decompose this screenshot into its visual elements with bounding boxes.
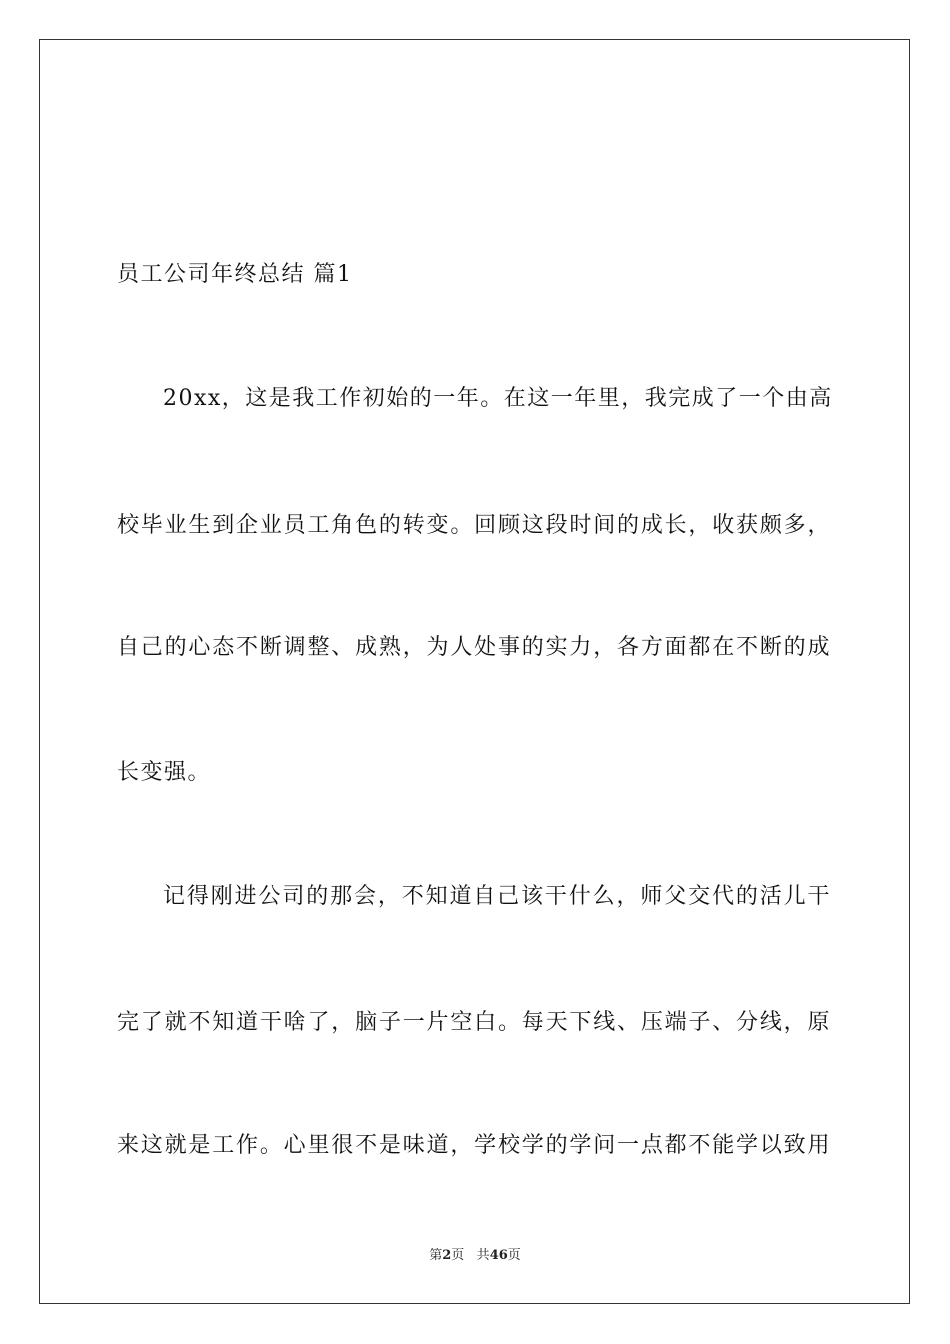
total-page-count: 46 bbox=[489, 1248, 508, 1263]
paragraph-2-line-1: 记得刚进公司的那会，不知道自己该干什么，师父交代的活儿干 bbox=[163, 884, 831, 909]
page-suffix: 页 bbox=[451, 1248, 465, 1263]
total-suffix: 页 bbox=[507, 1248, 521, 1263]
total-prefix: 共 bbox=[476, 1248, 490, 1263]
page-footer bbox=[0, 1247, 950, 1265]
paragraph-2-line-2: 完了就不知道干啥了，脑子一片空白。每天下线、压端子、分线，原 bbox=[117, 1010, 831, 1035]
paragraph-1-line-4: 长变强。 bbox=[117, 760, 212, 785]
paragraph-1-line-2: 校毕业生到企业员工角色的转变。回顾这段时间的成长，收获颇多， bbox=[117, 513, 831, 538]
paragraph-1-line-1: 20xx，这是我工作初始的一年。在这一年里，我完成了一个由高 bbox=[163, 386, 833, 411]
paragraph-1-line-3: 自己的心态不断调整、成熟，为人处事的实力，各方面都在不断的成 bbox=[117, 635, 831, 660]
page-border bbox=[39, 39, 910, 1304]
page-prefix: 第 bbox=[429, 1248, 443, 1263]
paragraph-2-line-3: 来这就是工作。心里很不是味道，学校学的学问一点都不能学以致用 bbox=[117, 1133, 831, 1158]
current-page-number: 2 bbox=[442, 1248, 452, 1263]
document-title: 员工公司年终总结 篇1 bbox=[117, 262, 353, 287]
